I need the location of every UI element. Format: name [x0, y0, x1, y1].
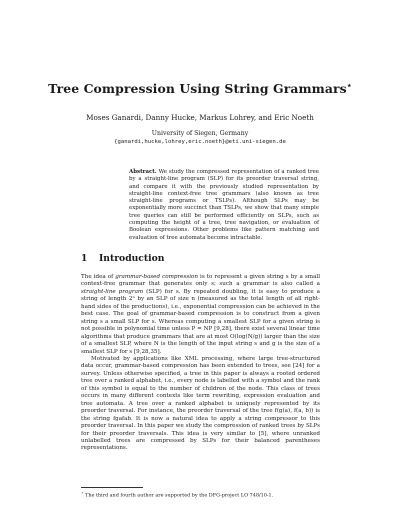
paragraph-1-part-a: The idea of — [81, 274, 116, 280]
author-emails: {ganardi,hucke,lohrey,eric.noeth}@eti.uni-siegen.de — [114, 139, 286, 145]
paper-title — [0, 80, 400, 96]
title-footnote-mark: ⋆ — [346, 80, 352, 90]
abstract-text: We study the compressed representation of a ranked tree by a straight-line program (SLP) for its preorder traversal string, and compare it with the previously studied representation by straight-line context-free tree grammars (also known as tree straight-line programs or TSLPs). Although SLPs may be exponentially more succinct than TSLPs, we show that many simple tree queries can still be performed efficiently on SLPs, such as computing the height of a tree, tree navigation, or evaluation of Boolean expressions. Other problems like pattern matching and evaluation of tree automata become intractable. — [129, 169, 319, 241]
paragraph-2: Motivated by applications like XML processing, where large tree-structured data occur, grammar-based compression has been extended to trees, see [24] for a survey. Unless otherwise specified, a tree in this paper is always a rooted ordered tree over a ranked alphabet, i.e., every node is labelled with a symbol and the rank of this symbol is equal to the number of children of the node. This class of trees occurs in many different contexts like term rewriting, expression evaluation and tree automata. A tree over a ranked alphabet is uniquely represented by its preorder traversal. For instance, the preorder traversal of the tree f(g(a), f(a, b)) is the string fgafab. It is now a natural idea to apply a string compressor to this preorder traversal. In this paper we study the compression of ranked trees by SLPs for their preorder traversals. This idea is very similar to [5], where unranked unlabelled trees are compressed by SLPs for their balanced parentheses representations. — [81, 355, 320, 452]
paragraph-1-part-b: is to represent a given string s by a small context-free grammar that generates only s; such a grammar is also called a — [81, 274, 320, 288]
abstract — [129, 169, 319, 242]
section-title: Introduction — [99, 253, 165, 264]
paragraph-1 — [81, 274, 320, 356]
title-text: Tree Compression Using String Grammars — [48, 81, 347, 97]
section-heading — [81, 253, 164, 264]
author-list: Moses Ganardi, Danny Hucke, Markus Lohrey, and Eric Noeth — [86, 113, 314, 122]
affiliation: University of Siegen, Germany — [151, 130, 249, 137]
footnote-mark: ⋆ — [81, 490, 84, 495]
footnote-rule — [81, 487, 143, 488]
term-straight-line-program: straight-line program — [81, 288, 144, 295]
footnote-text: The third and fourth author are supported by the DFG-project LO 748/10-1. — [85, 492, 274, 499]
term-grammar-based-compression: grammar-based compression — [115, 274, 198, 280]
abstract-label: Abstract. — [129, 169, 157, 175]
affiliation-block — [0, 129, 400, 147]
paragraph-1-part-c: (SLP) for s. By repeated doubling, it is easy to produce a string of length 2ⁿ by an SLP of size n (measured as the total length of all right-hand sides of the productions), i.e., exponential compression can be achieved in the best case. The goal of grammar-based compression is to construct from a given string s a small SLP for s. Whereas computing a smallest SLP for a given string is not possible in polynomial time unless P = NP [9,28], there exist several linear time algorithms that produce grammars that are at most O(log(N/g)) larger than the size of a smallest SLP, where N is the length of the input string s and g is the size of a smallest SLP for s [9,28,35]. — [81, 288, 320, 355]
body-text — [81, 274, 320, 453]
footnote — [81, 490, 320, 499]
section-number: 1 — [81, 253, 88, 264]
